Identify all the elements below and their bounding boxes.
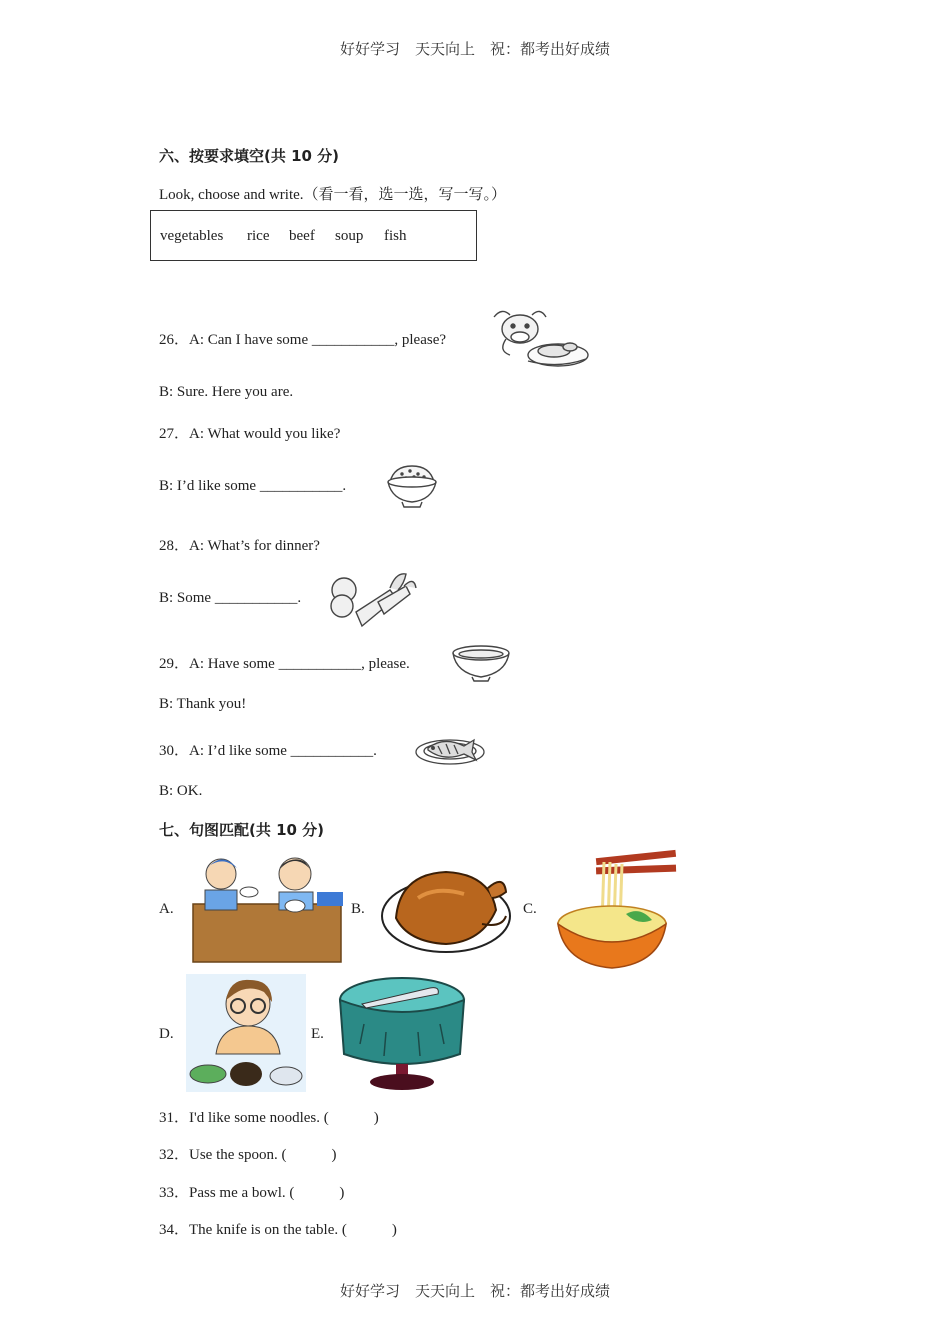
vegetables-icon xyxy=(326,566,418,630)
section-7-title: 七、句图匹配(共 10 分) xyxy=(159,821,325,839)
q32: 32．Use the spoon. ( ) xyxy=(159,1147,337,1163)
q31: 31．I'd like some noodles. ( ) xyxy=(159,1110,379,1126)
q29-line-a: 29．A: Have some ___________, please. xyxy=(159,656,410,672)
page-footer: 好好学习 天天向上 祝：都考出好成绩 xyxy=(339,1282,610,1300)
option-d-label: D. xyxy=(159,1026,174,1042)
word-soup: soup xyxy=(335,228,364,244)
page-header: 好好学习 天天向上 祝：都考出好成绩 xyxy=(339,40,610,58)
option-a-label: A. xyxy=(159,901,174,917)
q34: 34．The knife is on the table. ( ) xyxy=(159,1222,397,1238)
kids-at-table-picture xyxy=(191,852,345,964)
q30-blank[interactable]: ___________ xyxy=(290,743,374,759)
option-b-label: B. xyxy=(351,901,365,917)
q29-line-b: B: Thank you! xyxy=(159,696,247,712)
roast-chicken-picture xyxy=(378,858,514,958)
q30-line-b: B: OK. xyxy=(159,783,203,799)
q30-line-a: 30．A: I’d like some ___________. xyxy=(159,743,377,759)
section-6-instruction: Look, choose and write.（看一看，选一选，写一写。） xyxy=(159,187,507,203)
fish-plate-icon xyxy=(414,728,488,768)
soup-bowl-icon xyxy=(450,643,512,683)
boy-with-spoon-picture xyxy=(186,974,306,1092)
option-c-label: C. xyxy=(523,901,537,917)
q28-blank[interactable]: ___________ xyxy=(214,590,298,606)
knife-on-table-picture xyxy=(334,974,470,1092)
q29-blank[interactable]: ___________ xyxy=(278,656,362,672)
q28-line-a: 28．A: What’s for dinner? xyxy=(159,538,320,554)
rice-bowl-icon xyxy=(384,462,440,510)
word-vegetables: vegetables xyxy=(160,228,224,244)
noodles-bowl-picture xyxy=(556,848,678,972)
q27-line-b: B: I’d like some ___________. xyxy=(159,478,347,494)
q27-line-a: 27．A: What would you like? xyxy=(159,426,341,442)
word-bank xyxy=(150,210,477,261)
section-6-title: 六、按要求填空(共 10 分) xyxy=(159,147,340,165)
q28-line-b: B: Some ___________. xyxy=(159,590,302,606)
word-rice: rice xyxy=(247,228,270,244)
q26-line-b: B: Sure. Here you are. xyxy=(159,384,294,400)
q26-line-a: 26．A: Can I have some ___________, please? xyxy=(159,332,447,348)
word-beef: beef xyxy=(289,228,315,244)
word-fish: fish xyxy=(384,228,407,244)
q27-blank[interactable]: ___________ xyxy=(259,478,343,494)
option-e-label: E. xyxy=(311,1026,324,1042)
q26-blank[interactable]: ___________ xyxy=(311,332,395,348)
beef-icon xyxy=(488,305,590,371)
q33: 33．Pass me a bowl. ( ) xyxy=(159,1185,345,1201)
